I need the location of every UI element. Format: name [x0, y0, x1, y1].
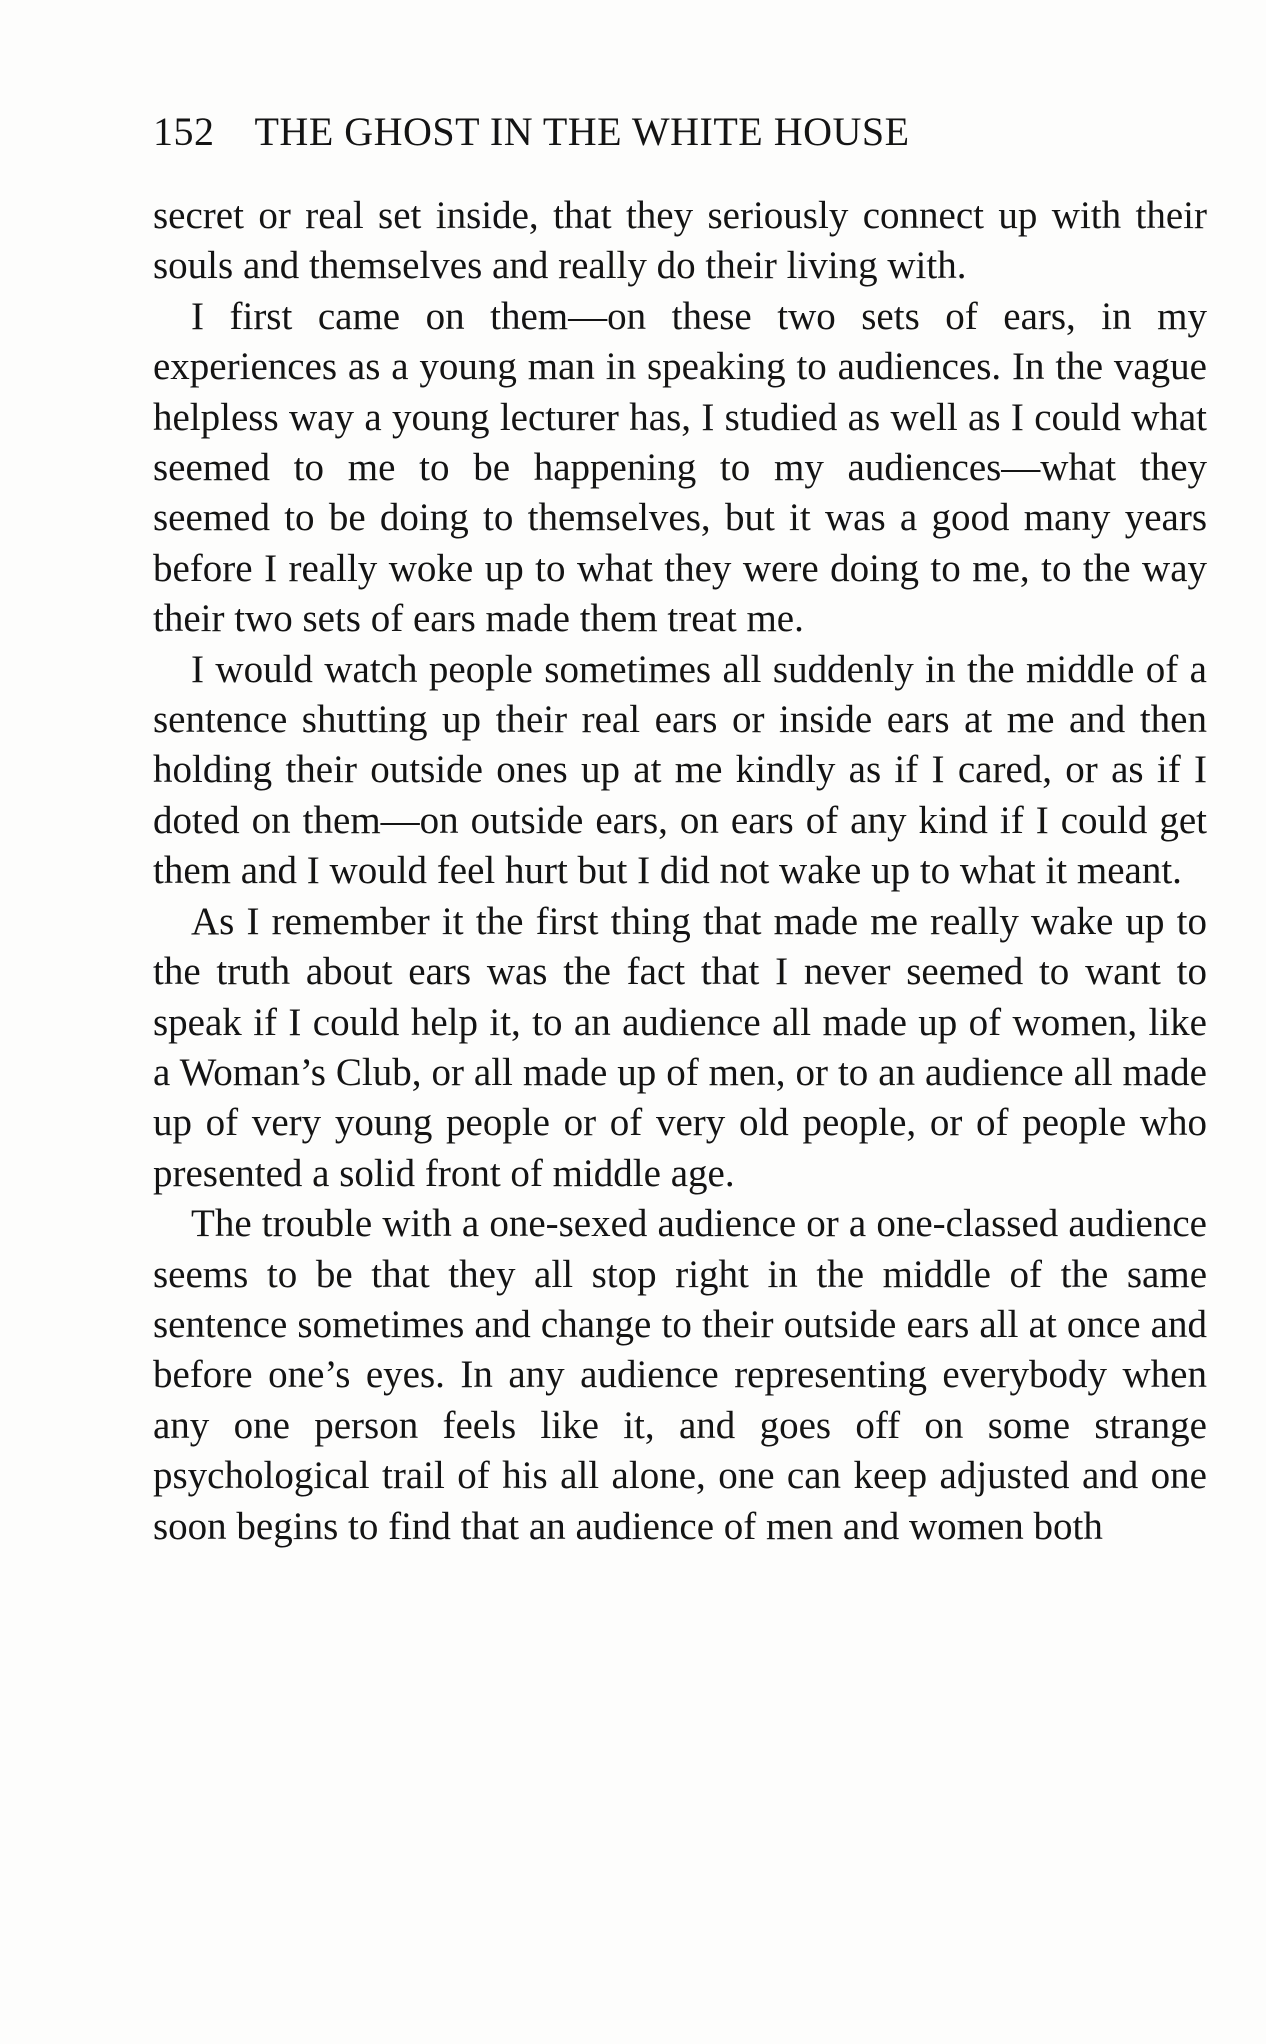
paragraph: I would watch people sometimes all suddenly in the middle of a sentence shutting up their real ears or inside ears at me and then holding their outside ones up at me kindly as if I cared, or as if I doted on them—on outside ears, on ears of any kind if I could get them and I would feel hurt but I did not wake up to what it meant.: [153, 647, 1207, 893]
body-text: [153, 191, 1207, 1552]
paragraph: The trouble with a one-sexed audience or a one-classed audience seems to be that they all stop right in the middle of the same sentence sometimes and change to their outside ears all at once and before one’s eyes. In any audience representing everybody when any one person feels like it, and goes off on some strange psychological trail of his all alone, one can keep adjusted and one soon begins to find that an audience of men and women both: [153, 1202, 1207, 1548]
paragraph: I first came on them—on these two sets of ears, in my experiences as a young man in speaking to audiences. In the vague helpless way a young lecturer has, I studied as well as I could what seemed to me to be happening to my audiences—what they seemed to be doing to themselves, but it was a good many years before I really woke up to what they were doing to me, to the way their two sets of ears made them treat me.: [153, 294, 1207, 641]
paragraph-continued: secret or real set inside, that they seriously connect up with their souls and themselves and really do their living with.: [153, 194, 1207, 288]
book-title: THE GHOST IN THE WHITE HOUSE: [254, 109, 910, 154]
paragraph: As I remember it the first thing that made me really wake up to the truth about ears was the fact that I never seemed to want to speak if I could help it, to an audience all made up of women, like a Woman’s Club, or all made up of men, or to an audience all made up of very young people or of very old people, or of people who presented a solid front of middle age.: [153, 899, 1207, 1195]
running-head: [153, 108, 1098, 156]
page-number: 152: [153, 109, 215, 154]
